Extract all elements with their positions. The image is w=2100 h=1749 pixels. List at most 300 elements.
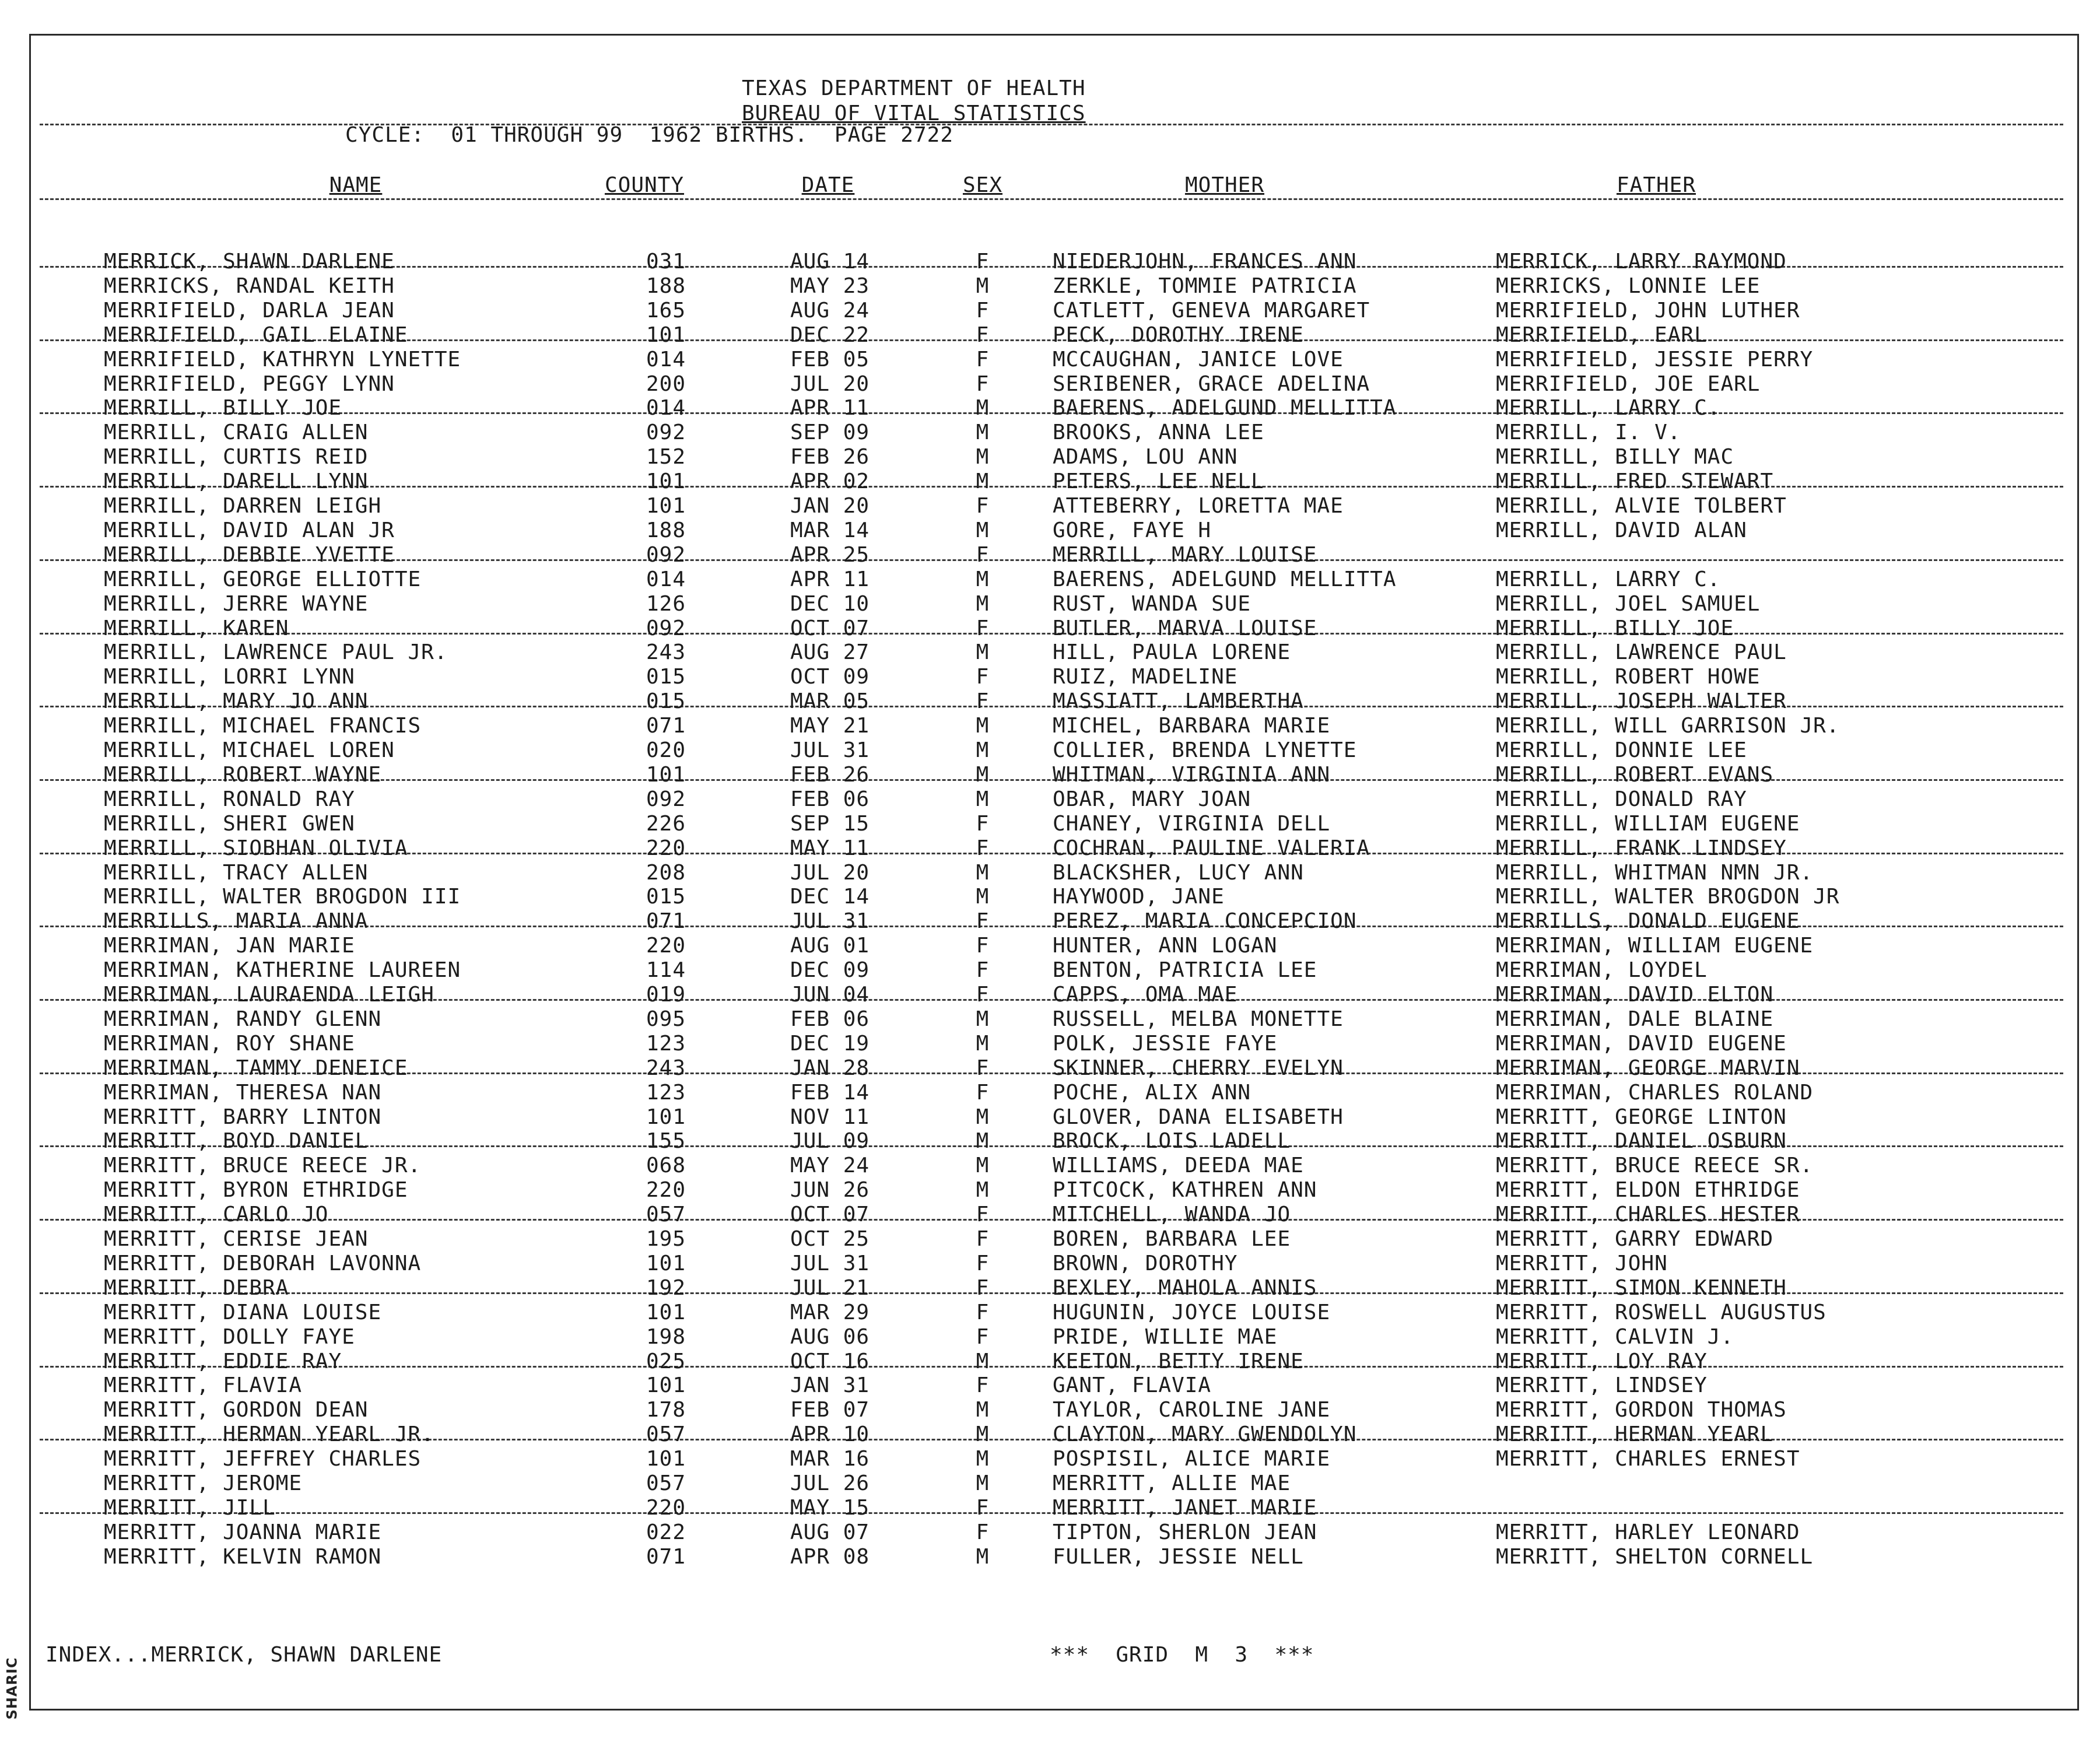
father-cell: MERRILL, JOSEPH WALTER: [1496, 689, 1787, 713]
county-cell: 057: [646, 1203, 686, 1226]
county-cell: 071: [646, 714, 686, 738]
mother-cell: PRIDE, WILLIE MAE: [1053, 1325, 1278, 1349]
name-cell: MERRIFIELD, PEGGY LYNN: [104, 372, 395, 396]
sex-cell: F: [976, 1252, 990, 1275]
father-cell: MERRIFIELD, JESSIE PERRY: [1496, 348, 1814, 371]
mother-cell: BROCK, LOIS LADELL: [1053, 1129, 1291, 1153]
table-row: [0, 469, 2100, 494]
name-cell: MERRITT, BOYD DANIEL: [104, 1129, 369, 1153]
date-cell: JAN 31: [790, 1373, 870, 1397]
name-cell: MERRILL, RONALD RAY: [104, 787, 355, 811]
name-cell: MERRILL, SIOBHAN OLIVIA: [104, 836, 408, 860]
table-row: [0, 714, 2100, 738]
table-row: [0, 909, 2100, 934]
father-cell: MERRITT, CHARLES HESTER: [1496, 1203, 1800, 1226]
father-cell: MERRIMAN, LOYDEL: [1496, 958, 1708, 982]
father-cell: MERRITT, BRUCE REECE SR.: [1496, 1154, 1814, 1177]
county-cell: 014: [646, 396, 686, 420]
date-cell: MAR 29: [790, 1301, 870, 1324]
date-cell: APR 02: [790, 469, 870, 493]
county-cell: 101: [646, 1447, 686, 1471]
table-row: [0, 958, 2100, 983]
table-row: [0, 1056, 2100, 1081]
sex-cell: F: [976, 958, 990, 982]
name-cell: MERRIMAN, RANDY GLENN: [104, 1007, 382, 1031]
table-row: [0, 299, 2100, 323]
name-cell: MERRIMAN, JAN MARIE: [104, 934, 355, 958]
county-cell: 015: [646, 885, 686, 909]
bureau-title: BUREAU OF VITAL STATISTICS: [742, 101, 1086, 125]
name-cell: MERRICKS, RANDAL KEITH: [104, 274, 395, 298]
date-cell: AUG 14: [790, 250, 870, 274]
name-cell: MERRITT, DIANA LOUISE: [104, 1301, 382, 1324]
county-cell: 208: [646, 861, 686, 885]
name-cell: MERRILL, JERRE WAYNE: [104, 592, 369, 616]
date-cell: DEC 14: [790, 885, 870, 909]
date-cell: FEB 26: [790, 763, 870, 787]
mother-cell: BROWN, DOROTHY: [1053, 1252, 1238, 1275]
sex-cell: M: [976, 469, 990, 493]
sex-cell: F: [976, 836, 990, 860]
sex-cell: M: [976, 1154, 990, 1177]
date-cell: AUG 01: [790, 934, 870, 958]
date-cell: OCT 25: [790, 1227, 870, 1251]
name-cell: MERRITT, FLAVIA: [104, 1373, 303, 1397]
sex-cell: F: [976, 1081, 990, 1105]
date-cell: JUL 31: [790, 909, 870, 933]
county-cell: 152: [646, 445, 686, 469]
county-cell: 123: [646, 1032, 686, 1056]
mother-cell: BEXLEY, MAHOLA ANNIS: [1053, 1276, 1317, 1300]
sex-cell: M: [976, 1350, 990, 1373]
county-cell: 123: [646, 1081, 686, 1105]
name-cell: MERRILLS, MARIA ANNA: [104, 909, 369, 933]
name-cell: MERRILL, MARY JO ANN: [104, 689, 369, 713]
date-cell: MAY 21: [790, 714, 870, 738]
sex-cell: F: [976, 1373, 990, 1397]
sex-cell: F: [976, 665, 990, 689]
table-row: [0, 787, 2100, 812]
sex-cell: M: [976, 420, 990, 444]
mother-cell: GANT, FLAVIA: [1053, 1373, 1212, 1397]
name-cell: MERRILL, TRACY ALLEN: [104, 861, 369, 885]
name-cell: MERRITT, GORDON DEAN: [104, 1398, 369, 1422]
table-row: [0, 323, 2100, 348]
date-cell: AUG 06: [790, 1325, 870, 1349]
county-cell: 101: [646, 1301, 686, 1324]
date-cell: APR 10: [790, 1422, 870, 1446]
table-row: [0, 640, 2100, 665]
mother-cell: OBAR, MARY JOAN: [1053, 787, 1251, 811]
county-cell: 126: [646, 592, 686, 616]
county-cell: 101: [646, 763, 686, 787]
sex-cell: F: [976, 494, 990, 518]
mother-cell: CLAYTON, MARY GWENDOLYN: [1053, 1422, 1357, 1446]
sex-cell: M: [976, 1178, 990, 1202]
table-row: [0, 1276, 2100, 1301]
name-cell: MERRITT, JEROME: [104, 1471, 303, 1495]
sex-cell: F: [976, 1276, 990, 1300]
county-cell: 155: [646, 1129, 686, 1153]
county-cell: 220: [646, 934, 686, 958]
county-cell: 014: [646, 348, 686, 371]
mother-cell: COLLIER, BRENDA LYNETTE: [1053, 738, 1357, 762]
mother-cell: COCHRAN, PAULINE VALERIA: [1053, 836, 1370, 860]
name-cell: MERRILL, BILLY JOE: [104, 396, 342, 420]
date-cell: FEB 05: [790, 348, 870, 371]
table-row: [0, 1154, 2100, 1178]
father-cell: MERRIMAN, DAVID ELTON: [1496, 983, 1774, 1007]
table-row: [0, 1032, 2100, 1056]
name-cell: MERRILL, MICHAEL FRANCIS: [104, 714, 422, 738]
date-cell: DEC 22: [790, 323, 870, 347]
father-cell: MERRILL, BILLY MAC: [1496, 445, 1734, 469]
sex-cell: F: [976, 1056, 990, 1080]
mother-cell: ZERKLE, TOMMIE PATRICIA: [1053, 274, 1357, 298]
table-row: [0, 445, 2100, 469]
mother-cell: BUTLER, MARVA LOUISE: [1053, 616, 1317, 640]
sex-cell: F: [976, 372, 990, 396]
father-cell: MERRILLS, DONALD EUGENE: [1496, 909, 1800, 933]
table-row: [0, 592, 2100, 616]
date-cell: FEB 14: [790, 1081, 870, 1105]
table-row: [0, 665, 2100, 689]
sex-cell: F: [976, 348, 990, 371]
mother-cell: MERRITT, ALLIE MAE: [1053, 1471, 1291, 1495]
date-cell: MAR 05: [790, 689, 870, 713]
table-row: [0, 1373, 2100, 1398]
sex-cell: F: [976, 616, 990, 640]
sex-cell: M: [976, 1105, 990, 1129]
county-cell: 019: [646, 983, 686, 1007]
father-cell: MERRILL, DONALD RAY: [1496, 787, 1747, 811]
mother-cell: FULLER, JESSIE NELL: [1053, 1545, 1304, 1569]
date-cell: MAY 11: [790, 836, 870, 860]
county-cell: 101: [646, 1252, 686, 1275]
sex-cell: M: [976, 1471, 990, 1495]
sex-cell: F: [976, 1496, 990, 1520]
name-cell: MERRITT, DOLLY FAYE: [104, 1325, 355, 1349]
county-cell: 101: [646, 494, 686, 518]
county-cell: 101: [646, 1373, 686, 1397]
column-header-sex: SEX: [962, 173, 1003, 197]
table-row: [0, 763, 2100, 787]
mother-cell: MCCAUGHAN, JANICE LOVE: [1053, 348, 1344, 371]
table-row: [0, 1350, 2100, 1374]
mother-cell: PEREZ, MARIA CONCEPCION: [1053, 909, 1357, 933]
father-cell: MERRITT, ELDON ETHRIDGE: [1496, 1178, 1800, 1202]
name-cell: MERRITT, EDDIE RAY: [104, 1350, 342, 1373]
mother-cell: MITCHELL, WANDA JO: [1053, 1203, 1291, 1226]
county-cell: 220: [646, 836, 686, 860]
sex-cell: M: [976, 567, 990, 591]
mother-cell: PITCOCK, KATHREN ANN: [1053, 1178, 1317, 1202]
table-row: [0, 1252, 2100, 1276]
county-cell: 014: [646, 567, 686, 591]
column-header-date: DATE: [801, 173, 855, 197]
date-cell: JUL 09: [790, 1129, 870, 1153]
mother-cell: BENTON, PATRICIA LEE: [1053, 958, 1317, 982]
mother-cell: MICHEL, BARBARA MARIE: [1053, 714, 1331, 738]
date-cell: AUG 07: [790, 1520, 870, 1544]
name-cell: MERRIMAN, LAURAENDA LEIGH: [104, 983, 434, 1007]
table-row: [0, 1105, 2100, 1130]
county-cell: 101: [646, 323, 686, 347]
date-cell: SEP 09: [790, 420, 870, 444]
name-cell: MERRILL, MICHAEL LOREN: [104, 738, 395, 762]
table-row: [0, 1227, 2100, 1252]
sex-cell: M: [976, 1007, 990, 1031]
row-rule: [40, 1366, 2063, 1368]
date-cell: APR 25: [790, 543, 870, 567]
sex-cell: F: [976, 323, 990, 347]
table-row: [0, 1325, 2100, 1350]
county-cell: 020: [646, 738, 686, 762]
father-cell: MERRITT, LINDSEY: [1496, 1373, 1708, 1397]
father-cell: MERRITT, HERMAN YEARL: [1496, 1422, 1774, 1446]
mother-cell: HILL, PAULA LORENE: [1053, 640, 1291, 664]
date-cell: FEB 07: [790, 1398, 870, 1422]
table-row: [0, 250, 2100, 274]
father-cell: MERRILL, LARRY C.: [1496, 396, 1721, 420]
date-cell: AUG 27: [790, 640, 870, 664]
mother-cell: HUGUNIN, JOYCE LOUISE: [1053, 1301, 1331, 1324]
table-row: [0, 861, 2100, 885]
county-cell: 092: [646, 420, 686, 444]
mother-cell: HUNTER, ANN LOGAN: [1053, 934, 1278, 958]
father-cell: MERRITT, ROSWELL AUGUSTUS: [1496, 1301, 1826, 1324]
date-cell: JUL 20: [790, 861, 870, 885]
side-stamp-text: SHARIC: [3, 1657, 20, 1720]
county-cell: 192: [646, 1276, 686, 1300]
sex-cell: F: [976, 983, 990, 1007]
mother-cell: ADAMS, LOU ANN: [1053, 445, 1238, 469]
date-cell: APR 08: [790, 1545, 870, 1569]
table-row: [0, 983, 2100, 1007]
father-cell: MERRILL, WILLIAM EUGENE: [1496, 812, 1800, 836]
county-cell: 092: [646, 616, 686, 640]
name-cell: MERRIMAN, ROY SHANE: [104, 1032, 355, 1056]
index-line: INDEX...MERRICK, SHAWN DARLENE: [45, 1643, 443, 1667]
county-cell: 101: [646, 1105, 686, 1129]
father-cell: MERRILL, LARRY C.: [1496, 567, 1721, 591]
mother-cell: BROOKS, ANNA LEE: [1053, 420, 1264, 444]
table-row: [0, 1422, 2100, 1447]
row-rule: [40, 412, 2063, 414]
sex-cell: F: [976, 1301, 990, 1324]
row-rule: [40, 1512, 2063, 1514]
name-cell: MERRIMAN, TAMMY DENEICE: [104, 1056, 408, 1080]
county-cell: 243: [646, 1056, 686, 1080]
date-cell: DEC 19: [790, 1032, 870, 1056]
table-row: [0, 1081, 2100, 1105]
date-cell: OCT 09: [790, 665, 870, 689]
sex-cell: F: [976, 299, 990, 323]
father-cell: MERRIFIELD, JOE EARL: [1496, 372, 1761, 396]
father-cell: MERRITT, SIMON KENNETH: [1496, 1276, 1787, 1300]
father-cell: MERRILL, WHITMAN NMN JR.: [1496, 861, 1814, 885]
mother-cell: WILLIAMS, DEEDA MAE: [1053, 1154, 1304, 1177]
county-cell: 188: [646, 274, 686, 298]
date-cell: JUL 21: [790, 1276, 870, 1300]
sex-cell: F: [976, 689, 990, 713]
table-row: [0, 934, 2100, 958]
column-header-father: FATHER: [1616, 173, 1696, 197]
county-cell: 071: [646, 1545, 686, 1569]
table-row: [0, 812, 2100, 836]
name-cell: MERRITT, BYRON ETHRIDGE: [104, 1178, 408, 1202]
date-cell: APR 11: [790, 396, 870, 420]
mother-cell: SKINNER, CHERRY EVELYN: [1053, 1056, 1344, 1080]
county-cell: 068: [646, 1154, 686, 1177]
county-cell: 226: [646, 812, 686, 836]
mother-cell: MERRILL, MARY LOUISE: [1053, 543, 1317, 567]
table-row: [0, 396, 2100, 420]
father-cell: MERRILL, ALVIE TOLBERT: [1496, 494, 1787, 518]
father-cell: MERRILL, LAWRENCE PAUL: [1496, 640, 1787, 664]
table-row: [0, 420, 2100, 445]
name-cell: MERRILL, DARREN LEIGH: [104, 494, 382, 518]
sex-cell: M: [976, 1545, 990, 1569]
county-cell: 165: [646, 299, 686, 323]
sex-cell: M: [976, 445, 990, 469]
father-cell: MERRIFIELD, JOHN LUTHER: [1496, 299, 1800, 323]
table-row: [0, 1203, 2100, 1227]
name-cell: MERRICK, SHAWN DARLENE: [104, 250, 395, 274]
date-cell: FEB 06: [790, 787, 870, 811]
sex-cell: F: [976, 934, 990, 958]
county-cell: 092: [646, 543, 686, 567]
date-cell: DEC 09: [790, 958, 870, 982]
sex-cell: M: [976, 1032, 990, 1056]
mother-cell: MASSIATT, LAMBERTHA: [1053, 689, 1304, 713]
mother-cell: BAERENS, ADELGUND MELLITTA: [1053, 567, 1397, 591]
name-cell: MERRIMAN, KATHERINE LAUREEN: [104, 958, 461, 982]
table-row: [0, 1520, 2100, 1545]
table-row: [0, 1545, 2100, 1569]
date-cell: JUL 20: [790, 372, 870, 396]
mother-cell: KEETON, BETTY IRENE: [1053, 1350, 1304, 1373]
father-cell: MERRILL, WILL GARRISON JR.: [1496, 714, 1840, 738]
father-cell: MERRILL, DAVID ALAN: [1496, 518, 1747, 542]
date-cell: AUG 24: [790, 299, 870, 323]
name-cell: MERRILL, KAREN: [104, 616, 289, 640]
mother-cell: GLOVER, DANA ELISABETH: [1053, 1105, 1344, 1129]
table-row: [0, 1496, 2100, 1520]
father-cell: MERRITT, JOHN: [1496, 1252, 1668, 1275]
sex-cell: M: [976, 861, 990, 885]
mother-cell: HAYWOOD, JANE: [1053, 885, 1225, 909]
county-cell: 195: [646, 1227, 686, 1251]
table-row: [0, 1398, 2100, 1422]
date-cell: FEB 26: [790, 445, 870, 469]
father-cell: MERRIMAN, CHARLES ROLAND: [1496, 1081, 1814, 1105]
father-cell: MERRITT, CHARLES ERNEST: [1496, 1447, 1800, 1471]
name-cell: MERRILL, WALTER BROGDON III: [104, 885, 461, 909]
name-cell: MERRITT, CARLO JO: [104, 1203, 329, 1226]
mother-cell: RUST, WANDA SUE: [1053, 592, 1251, 616]
name-cell: MERRITT, BARRY LINTON: [104, 1105, 382, 1129]
county-cell: 057: [646, 1471, 686, 1495]
table-row: [0, 1447, 2100, 1471]
name-cell: MERRILL, GEORGE ELLIOTTE: [104, 567, 422, 591]
father-cell: MERRILL, BILLY JOE: [1496, 616, 1734, 640]
county-cell: 022: [646, 1520, 686, 1544]
table-row: [0, 836, 2100, 861]
father-cell: MERRITT, DANIEL OSBURN: [1496, 1129, 1787, 1153]
county-cell: 220: [646, 1178, 686, 1202]
agency-title: TEXAS DEPARTMENT OF HEALTH: [742, 76, 1086, 100]
mother-cell: BAERENS, ADELGUND MELLITTA: [1053, 396, 1397, 420]
date-cell: DEC 10: [790, 592, 870, 616]
table-row: [0, 738, 2100, 763]
mother-cell: CHANEY, VIRGINIA DELL: [1053, 812, 1331, 836]
date-cell: MAY 23: [790, 274, 870, 298]
table-row: [0, 518, 2100, 543]
date-cell: JUL 26: [790, 1471, 870, 1495]
county-cell: 198: [646, 1325, 686, 1349]
name-cell: MERRITT, DEBRA: [104, 1276, 289, 1300]
cycle-line: CYCLE: 01 THROUGH 99 1962 BIRTHS. PAGE 2722: [345, 123, 953, 147]
sex-cell: M: [976, 592, 990, 616]
sex-cell: M: [976, 738, 990, 762]
mother-cell: TAYLOR, CAROLINE JANE: [1053, 1398, 1331, 1422]
table-row: [0, 543, 2100, 567]
father-cell: MERRILL, JOEL SAMUEL: [1496, 592, 1761, 616]
name-cell: MERRILL, DEBBIE YVETTE: [104, 543, 395, 567]
name-cell: MERRIFIELD, KATHRYN LYNETTE: [104, 348, 461, 371]
sex-cell: F: [976, 909, 990, 933]
county-cell: 015: [646, 689, 686, 713]
name-cell: MERRITT, JOANNA MARIE: [104, 1520, 382, 1544]
county-cell: 101: [646, 469, 686, 493]
date-cell: JUL 31: [790, 1252, 870, 1275]
father-cell: MERRIMAN, DALE BLAINE: [1496, 1007, 1774, 1031]
date-cell: JAN 28: [790, 1056, 870, 1080]
mother-cell: GORE, FAYE H: [1053, 518, 1212, 542]
father-cell: MERRILL, WALTER BROGDON JR: [1496, 885, 1840, 909]
column-header-county: COUNTY: [604, 173, 685, 197]
date-cell: OCT 16: [790, 1350, 870, 1373]
father-cell: MERRICK, LARRY RAYMOND: [1496, 250, 1787, 274]
table-row: [0, 1471, 2100, 1496]
column-header-name: NAME: [329, 173, 383, 197]
county-cell: 114: [646, 958, 686, 982]
mother-cell: NIEDERJOHN, FRANCES ANN: [1053, 250, 1357, 274]
mother-cell: BOREN, BARBARA LEE: [1053, 1227, 1291, 1251]
date-cell: JUN 04: [790, 983, 870, 1007]
father-cell: MERRITT, CALVIN J.: [1496, 1325, 1734, 1349]
date-cell: JAN 20: [790, 494, 870, 518]
sex-cell: M: [976, 714, 990, 738]
sex-cell: M: [976, 1129, 990, 1153]
date-cell: APR 11: [790, 567, 870, 591]
date-cell: JUL 31: [790, 738, 870, 762]
mother-cell: ATTEBERRY, LORETTA MAE: [1053, 494, 1344, 518]
county-cell: 243: [646, 640, 686, 664]
sex-cell: M: [976, 640, 990, 664]
date-cell: MAR 14: [790, 518, 870, 542]
father-cell: MERRICKS, LONNIE LEE: [1496, 274, 1761, 298]
name-cell: MERRILL, LORRI LYNN: [104, 665, 355, 689]
name-cell: MERRITT, JEFFREY CHARLES: [104, 1447, 422, 1471]
mother-cell: PECK, DOROTHY IRENE: [1053, 323, 1304, 347]
table-row: [0, 1007, 2100, 1032]
table-row: [0, 494, 2100, 518]
date-cell: FEB 06: [790, 1007, 870, 1031]
name-cell: MERRILL, LAWRENCE PAUL JR.: [104, 640, 448, 664]
row-rule: [40, 633, 2063, 635]
